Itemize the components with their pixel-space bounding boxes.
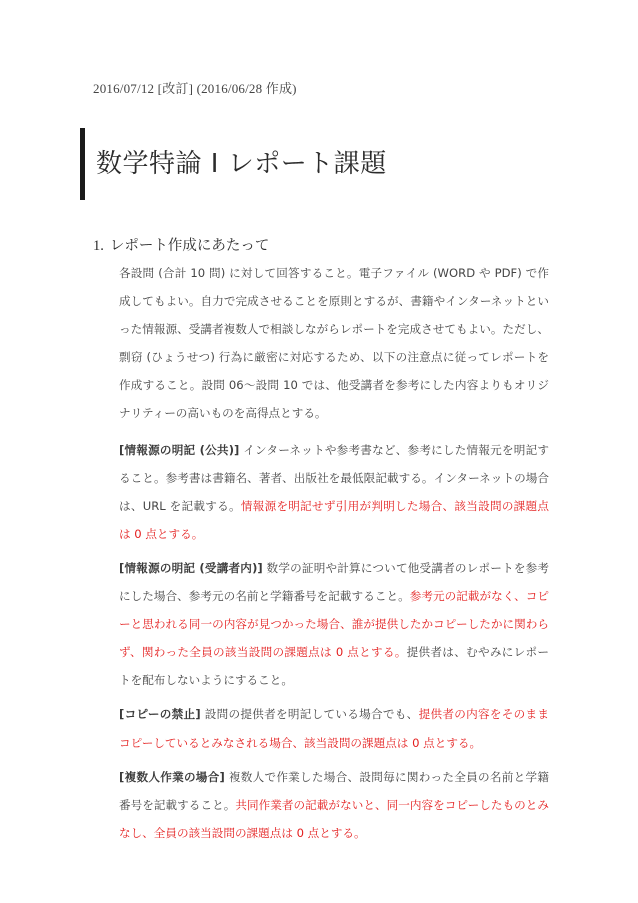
note-copy-prohibited bbox=[119, 700, 549, 756]
note-source-public bbox=[119, 436, 549, 548]
page-title: 数学特論 I レポート課題 bbox=[96, 149, 387, 179]
note-text: 複数人で作業した場合、設問毎に関わった全員の名前と学籍番号を記載すること。 bbox=[119, 769, 549, 812]
note-label: [情報源の明記 (公共)] bbox=[119, 442, 240, 457]
revision-date: 2016/07/12 [改訂] (2016/06/28 作成) bbox=[93, 81, 297, 96]
section-heading bbox=[93, 234, 269, 255]
note-warning: 提供者の内容をそのままコピーしているとみなされる場合、該当設問の課題点は 0 点とする。 bbox=[119, 707, 549, 750]
note-group-work bbox=[119, 763, 549, 847]
intro-paragraph: 各設問 (合計 10 問) に対して回答すること。電子ファイル (WORD や PDF) で作成してもよい。自力で完成させることを原則とするが、書籍やインターネットといった情報源、受講者複数人で相談しながらレポートを完成させてもよい。ただし、剽窃 (ひょうせつ) 行為に厳密に対応するため、以下の注意点に従ってレポートを作成すること。設問 06〜設問 10 では、他受講者を参考にした内容よりもオリジナリティーの高いものを高得点とする。 bbox=[119, 266, 549, 421]
section-number: 1. bbox=[93, 238, 104, 254]
note-text: 設問の提供者を明記している場合でも、 bbox=[200, 707, 419, 722]
note-warning: 情報源を明記せず引用が判明した場合、該当設問の課題点は 0 点とする。 bbox=[119, 498, 549, 541]
note-text: 数学の証明や計算について他受講者のレポートを参考にした場合、参考元の名前と学籍番号を記載すること。 bbox=[119, 560, 549, 604]
section-heading-text: レポート作成にあたって bbox=[109, 238, 270, 254]
note-text: インターネットや参考書など、参考にした情報元を明記すること。参考書は書籍名、著者、出版社を最低限記載する。インターネットの場合は、URL を記載する。 bbox=[119, 442, 549, 513]
note-warning: 共同作業者の記載がないと、同一内容をコピーしたものとみなし、全員の該当設問の課題点は 0 点とする。 bbox=[119, 797, 549, 840]
note-after: 提供者は、むやみにレポートを配布しないようにすること。 bbox=[119, 645, 549, 688]
section-body bbox=[119, 259, 549, 853]
note-label: [情報源の明記 (受講者内)] bbox=[119, 560, 263, 575]
title-accent-bar bbox=[80, 128, 85, 200]
note-warning: 参考元の記載がなく、コピーと思われる同一の内容が見つかった場合、誰が提供したかコピーしたかに関わらず、関わった全員の該当設問の課題点は 0 点とする。 bbox=[119, 589, 549, 660]
note-label: [複数人作業の場合] bbox=[119, 769, 225, 784]
note-label: [コピーの禁止] bbox=[119, 707, 201, 722]
note-source-students bbox=[119, 554, 549, 694]
